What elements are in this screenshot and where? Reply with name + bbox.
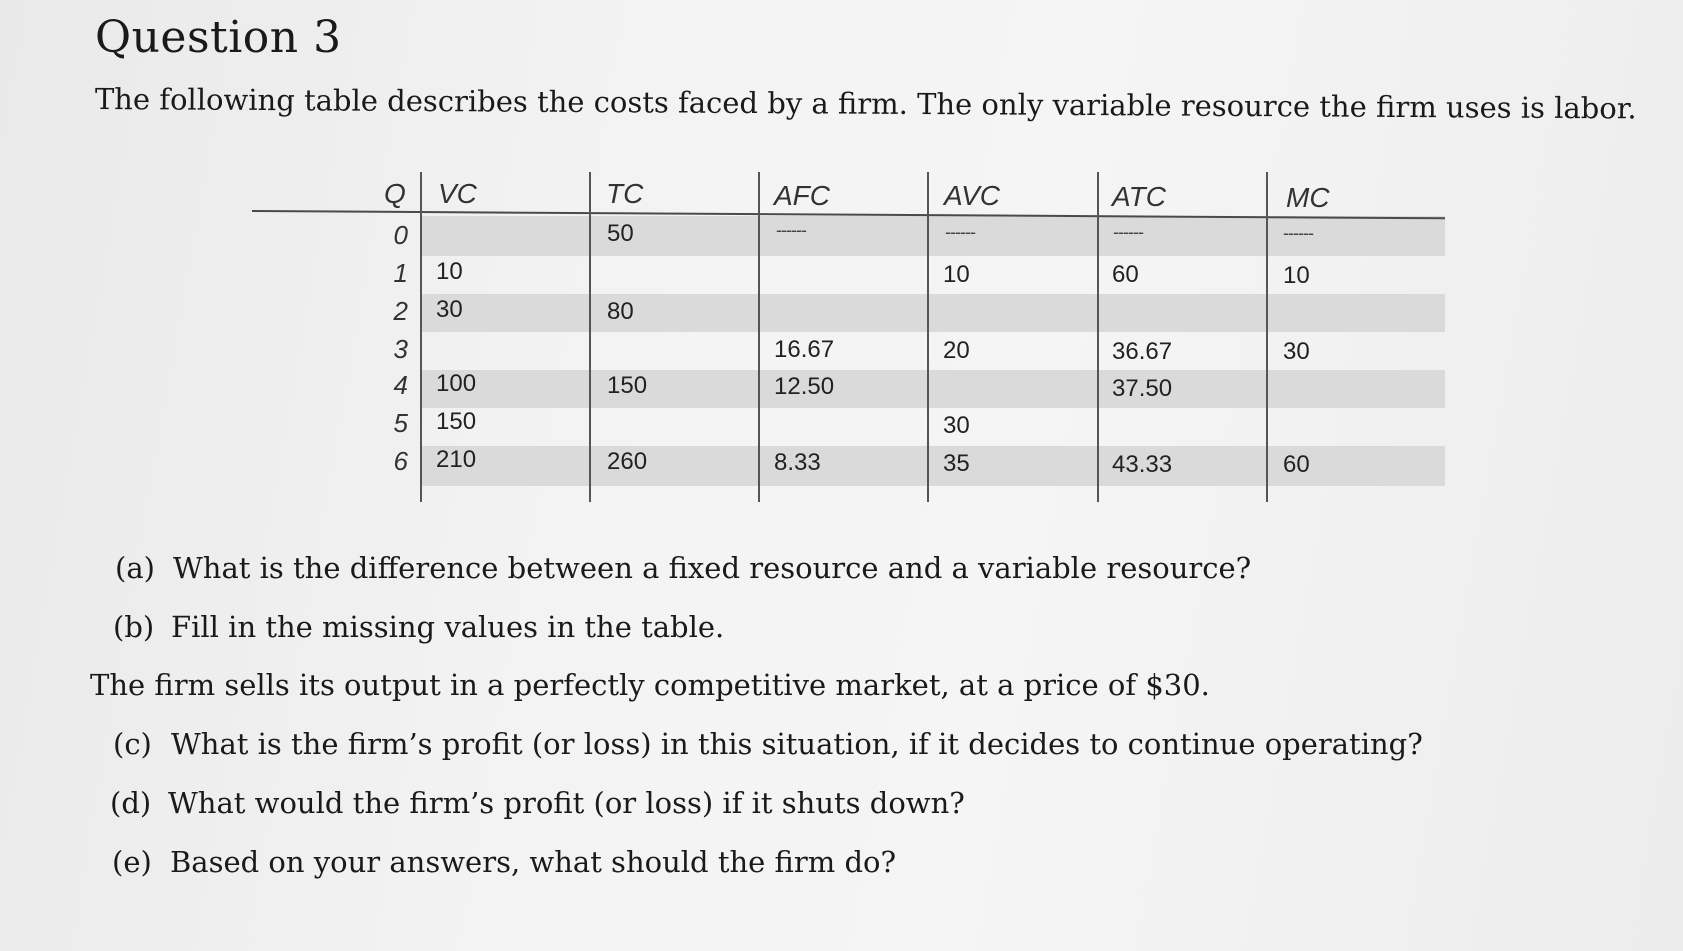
question-b-text: Fill in the missing values in the table. xyxy=(171,610,725,644)
cell-avc: 30 xyxy=(943,412,970,439)
cell-afc: 8.33 xyxy=(774,449,821,476)
cell-vc: 30 xyxy=(436,296,463,323)
cell-afc: ------ xyxy=(776,220,806,240)
cell-tc: 260 xyxy=(607,448,648,475)
intro-text: The following table describes the costs faced by a firm. The only variable resource the firm uses is labor. xyxy=(94,82,1637,126)
market-statement: The firm sells its output in a perfectly competitive market, at a price of $30. xyxy=(90,668,1210,702)
cell-atc: ------ xyxy=(1113,222,1143,242)
cell-afc: 16.67 xyxy=(774,336,835,363)
question-e-label: (e) xyxy=(112,845,152,879)
cell-tc: 80 xyxy=(607,298,634,325)
question-b-label: (b) xyxy=(113,610,155,644)
cell-q: 3 xyxy=(393,334,408,364)
column-divider xyxy=(1097,172,1099,502)
cell-atc: 60 xyxy=(1112,261,1139,288)
question-c xyxy=(113,727,1423,761)
cell-q: 5 xyxy=(393,408,408,438)
question-c-text: What is the firm’s profit (or loss) in this situation, if it decides to continue operating? xyxy=(171,727,1423,761)
header-atc: ATC xyxy=(1112,181,1166,212)
question-a-label: (a) xyxy=(115,551,155,585)
header-q: Q xyxy=(384,178,406,209)
cell-mc: ------ xyxy=(1283,223,1313,243)
cell-avc: 10 xyxy=(943,261,970,288)
cell-avc: 35 xyxy=(943,450,970,477)
question-e-text: Based on your answers, what should the firm do? xyxy=(170,845,897,879)
cell-q: 6 xyxy=(393,446,408,476)
header-afc: AFC xyxy=(774,180,830,211)
column-divider xyxy=(589,172,591,502)
question-a-text: What is the difference between a fixed resource and a variable resource? xyxy=(173,551,1252,585)
column-divider xyxy=(1266,172,1268,502)
column-divider xyxy=(420,172,422,502)
cell-vc: 100 xyxy=(436,370,477,397)
header-avc: AVC xyxy=(944,180,1001,211)
cell-atc: 43.33 xyxy=(1112,451,1173,478)
header-tc: TC xyxy=(606,178,644,209)
question-c-label: (c) xyxy=(113,727,152,761)
cell-vc: 10 xyxy=(436,258,463,285)
question-a xyxy=(115,551,1251,585)
cell-atc: 37.50 xyxy=(1112,375,1173,402)
cell-avc: 20 xyxy=(943,337,970,364)
cell-tc: 50 xyxy=(607,220,634,247)
cell-mc: 60 xyxy=(1283,451,1310,478)
page-title: Question 3 xyxy=(95,12,342,63)
cell-q: 2 xyxy=(393,296,408,326)
cell-q: 4 xyxy=(393,370,408,400)
cell-q: 0 xyxy=(393,220,408,250)
cost-table xyxy=(252,172,1445,502)
question-e xyxy=(112,845,896,879)
row-shade xyxy=(422,294,1445,332)
cell-tc: 150 xyxy=(607,372,648,399)
question-d-label: (d) xyxy=(110,786,152,820)
cell-atc: 36.67 xyxy=(1112,338,1173,365)
cell-avc: ------ xyxy=(945,222,975,242)
cell-vc: 210 xyxy=(436,446,477,473)
cell-mc: 30 xyxy=(1283,338,1310,365)
header-mc: MC xyxy=(1286,182,1330,213)
cell-mc: 10 xyxy=(1283,262,1310,289)
question-d-text: What would the firm’s profit (or loss) if it shuts down? xyxy=(168,786,965,820)
column-divider xyxy=(927,172,929,502)
column-divider xyxy=(758,172,760,502)
cell-afc: 12.50 xyxy=(774,373,835,400)
question-b xyxy=(113,610,724,644)
question-d xyxy=(110,786,965,820)
cell-q: 1 xyxy=(393,258,408,288)
row-shade xyxy=(422,370,1445,408)
cell-vc: 150 xyxy=(436,408,477,435)
header-vc: VC xyxy=(438,178,477,209)
